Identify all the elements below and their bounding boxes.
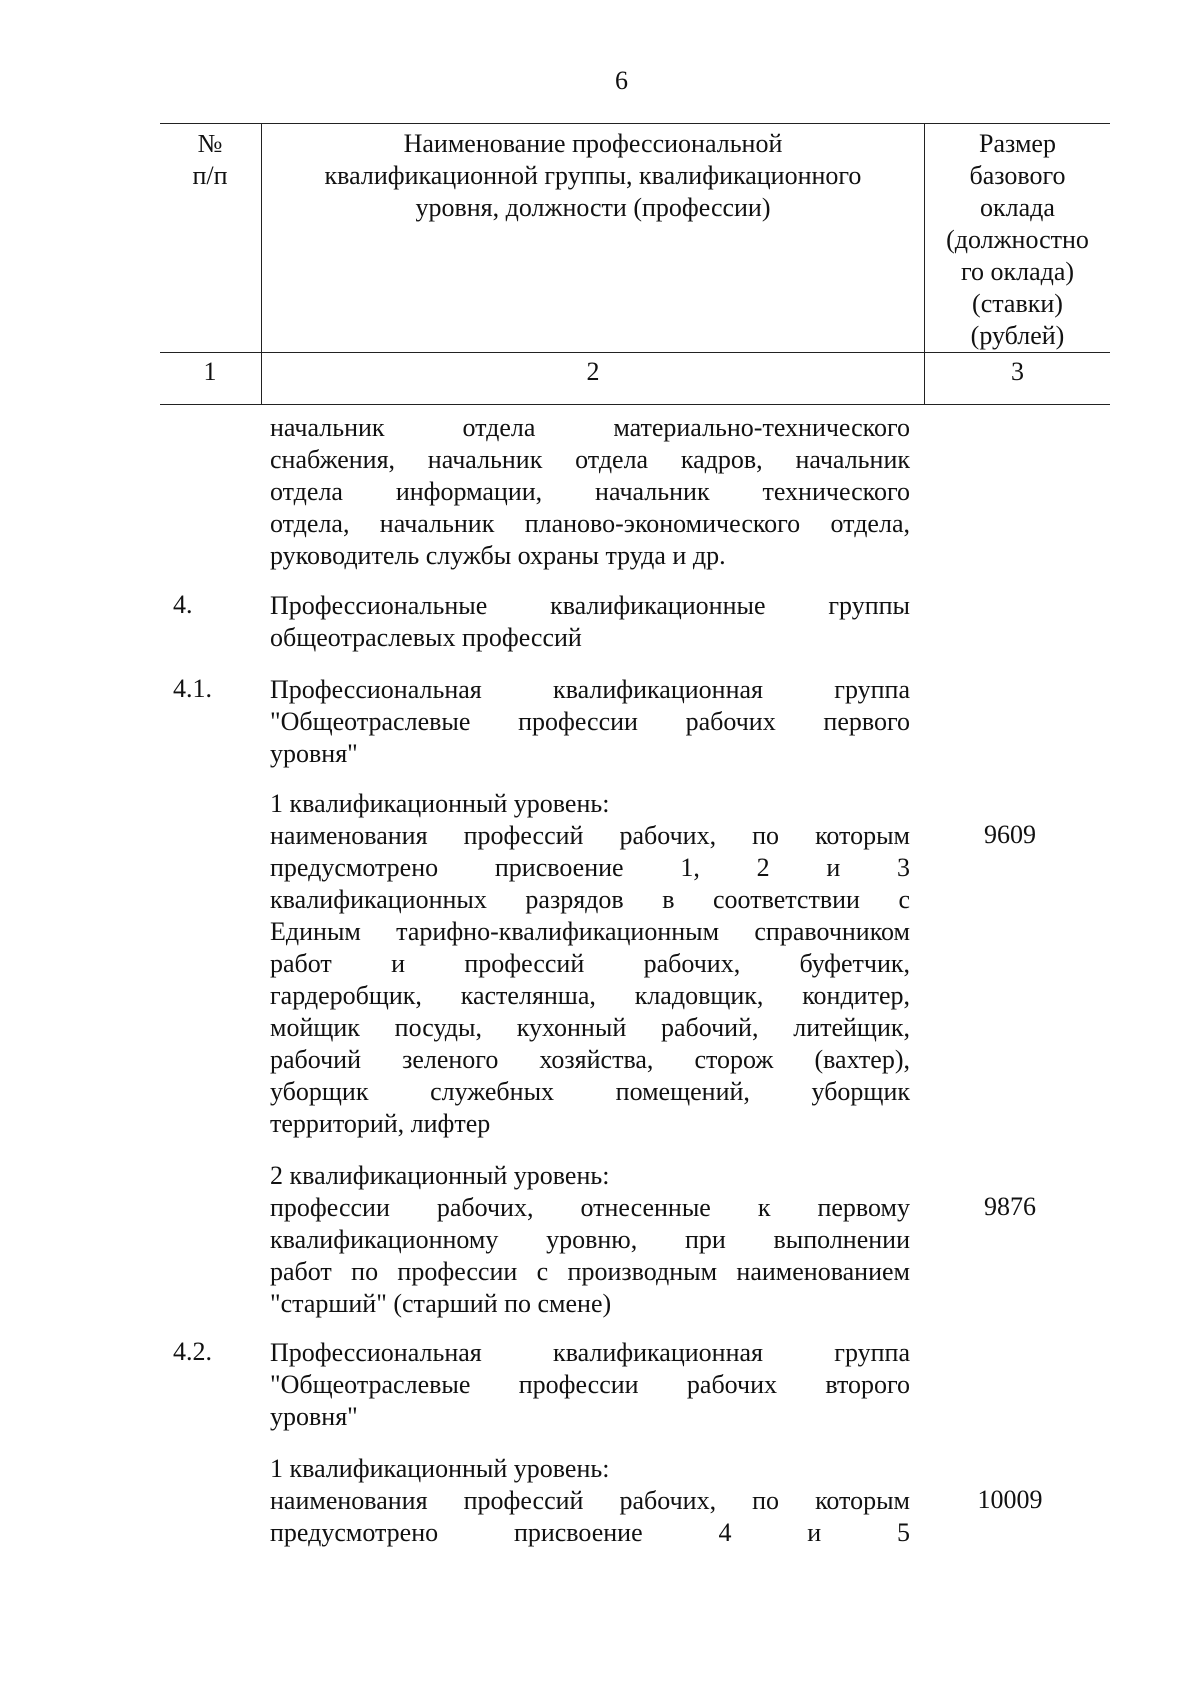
- text-line: квалификационному уровню, при выполнении: [270, 1225, 910, 1254]
- column-number-1: 1: [203, 357, 217, 386]
- base-salary-value: 9609: [984, 820, 1036, 849]
- text-line: территорий, лифтер: [270, 1109, 491, 1138]
- text-line: наименования профессий рабочих, по которым: [270, 1486, 910, 1515]
- header-col1-line: №: [197, 129, 223, 158]
- text-line: 1 квалификационный уровень:: [270, 789, 610, 818]
- row-text: [270, 1337, 910, 1433]
- row-number: 4.1.: [173, 674, 212, 703]
- text-line: уровня": [270, 739, 358, 768]
- text-line: снабжения, начальник отдела кадров, начальник: [270, 445, 910, 474]
- text-line: Профессиональная квалификационная группа: [270, 1338, 910, 1367]
- page-number: 6: [615, 66, 628, 95]
- header-col2-line: квалификационной группы, квалификационного: [324, 161, 862, 190]
- text-line: квалификационных разрядов в соответствии с: [270, 885, 910, 914]
- text-line: Единым тарифно-квалификационным справочником: [270, 917, 910, 946]
- text-line: уборщик служебных помещений, уборщик: [270, 1077, 910, 1106]
- header-mid-border: [160, 352, 1110, 353]
- row-text: [270, 674, 910, 770]
- header-col3-line: базового: [969, 161, 1066, 190]
- text-line: рабочий зеленого хозяйства, сторож (вахтер),: [270, 1045, 910, 1074]
- text-line: предусмотрено присвоение 1, 2 и 3: [270, 853, 910, 882]
- row-text: [270, 412, 910, 572]
- text-line: руководитель службы охраны труда и др.: [270, 541, 726, 570]
- text-line: "старший" (старший по смене): [270, 1289, 612, 1318]
- header-col2: [262, 128, 924, 224]
- column-number-2: 2: [586, 357, 600, 386]
- base-salary-value: 10009: [977, 1485, 1043, 1514]
- header-col1: [160, 128, 260, 192]
- header-col2-line: Наименование профессиональной: [403, 129, 783, 158]
- text-line: общеотраслевых профессий: [270, 623, 582, 652]
- text-line: мойщик посуды, кухонный рабочий, литейщик,: [270, 1013, 910, 1042]
- text-line: начальник отдела материально-технического: [270, 413, 910, 442]
- header-col3-line: (рублей): [970, 321, 1065, 350]
- header-bottom-border: [160, 404, 1110, 405]
- text-line: "Общеотраслевые профессии рабочих второго: [270, 1370, 910, 1399]
- header-col3-line: (должностно: [946, 225, 1089, 254]
- row-text: [270, 1453, 910, 1549]
- text-line: работ по профессии с производным наименованием: [270, 1257, 910, 1286]
- text-line: предусмотрено присвоение 4 и 5: [270, 1518, 910, 1547]
- header-col2-line: уровня, должности (профессии): [415, 193, 771, 222]
- text-line: Профессиональные квалификационные группы: [270, 591, 910, 620]
- text-line: работ и профессий рабочих, буфетчик,: [270, 949, 910, 978]
- text-line: отдела, начальник планово-экономического отдела,: [270, 509, 910, 538]
- header-col3-line: го оклада): [960, 257, 1075, 286]
- row-text: [270, 590, 910, 654]
- row-number: 4.2.: [173, 1337, 212, 1366]
- text-line: 2 квалификационный уровень:: [270, 1161, 610, 1190]
- text-line: профессии рабочих, отнесенные к первому: [270, 1193, 910, 1222]
- header-col3-line: (ставки): [972, 289, 1063, 318]
- header-col1-line: п/п: [192, 161, 228, 190]
- row-text: [270, 1160, 910, 1320]
- text-line: Профессиональная квалификационная группа: [270, 675, 910, 704]
- column-number-3: 3: [1011, 357, 1024, 386]
- row-number: 4.: [173, 590, 193, 619]
- base-salary-value: 9876: [984, 1192, 1036, 1221]
- text-line: уровня": [270, 1402, 358, 1431]
- row-text: [270, 788, 910, 1140]
- text-line: отдела информации, начальник технического: [270, 477, 910, 506]
- header-col3-line: оклада: [980, 193, 1055, 222]
- header-col3: [925, 128, 1110, 352]
- header-col3-line: Размер: [979, 129, 1056, 158]
- text-line: гардеробщик, кастелянша, кладовщик, кондитер,: [270, 981, 910, 1010]
- text-line: "Общеотраслевые профессии рабочих первого: [270, 707, 910, 736]
- text-line: наименования профессий рабочих, по которым: [270, 821, 910, 850]
- text-line: 1 квалификационный уровень:: [270, 1454, 610, 1483]
- header-top-border: [160, 123, 1110, 124]
